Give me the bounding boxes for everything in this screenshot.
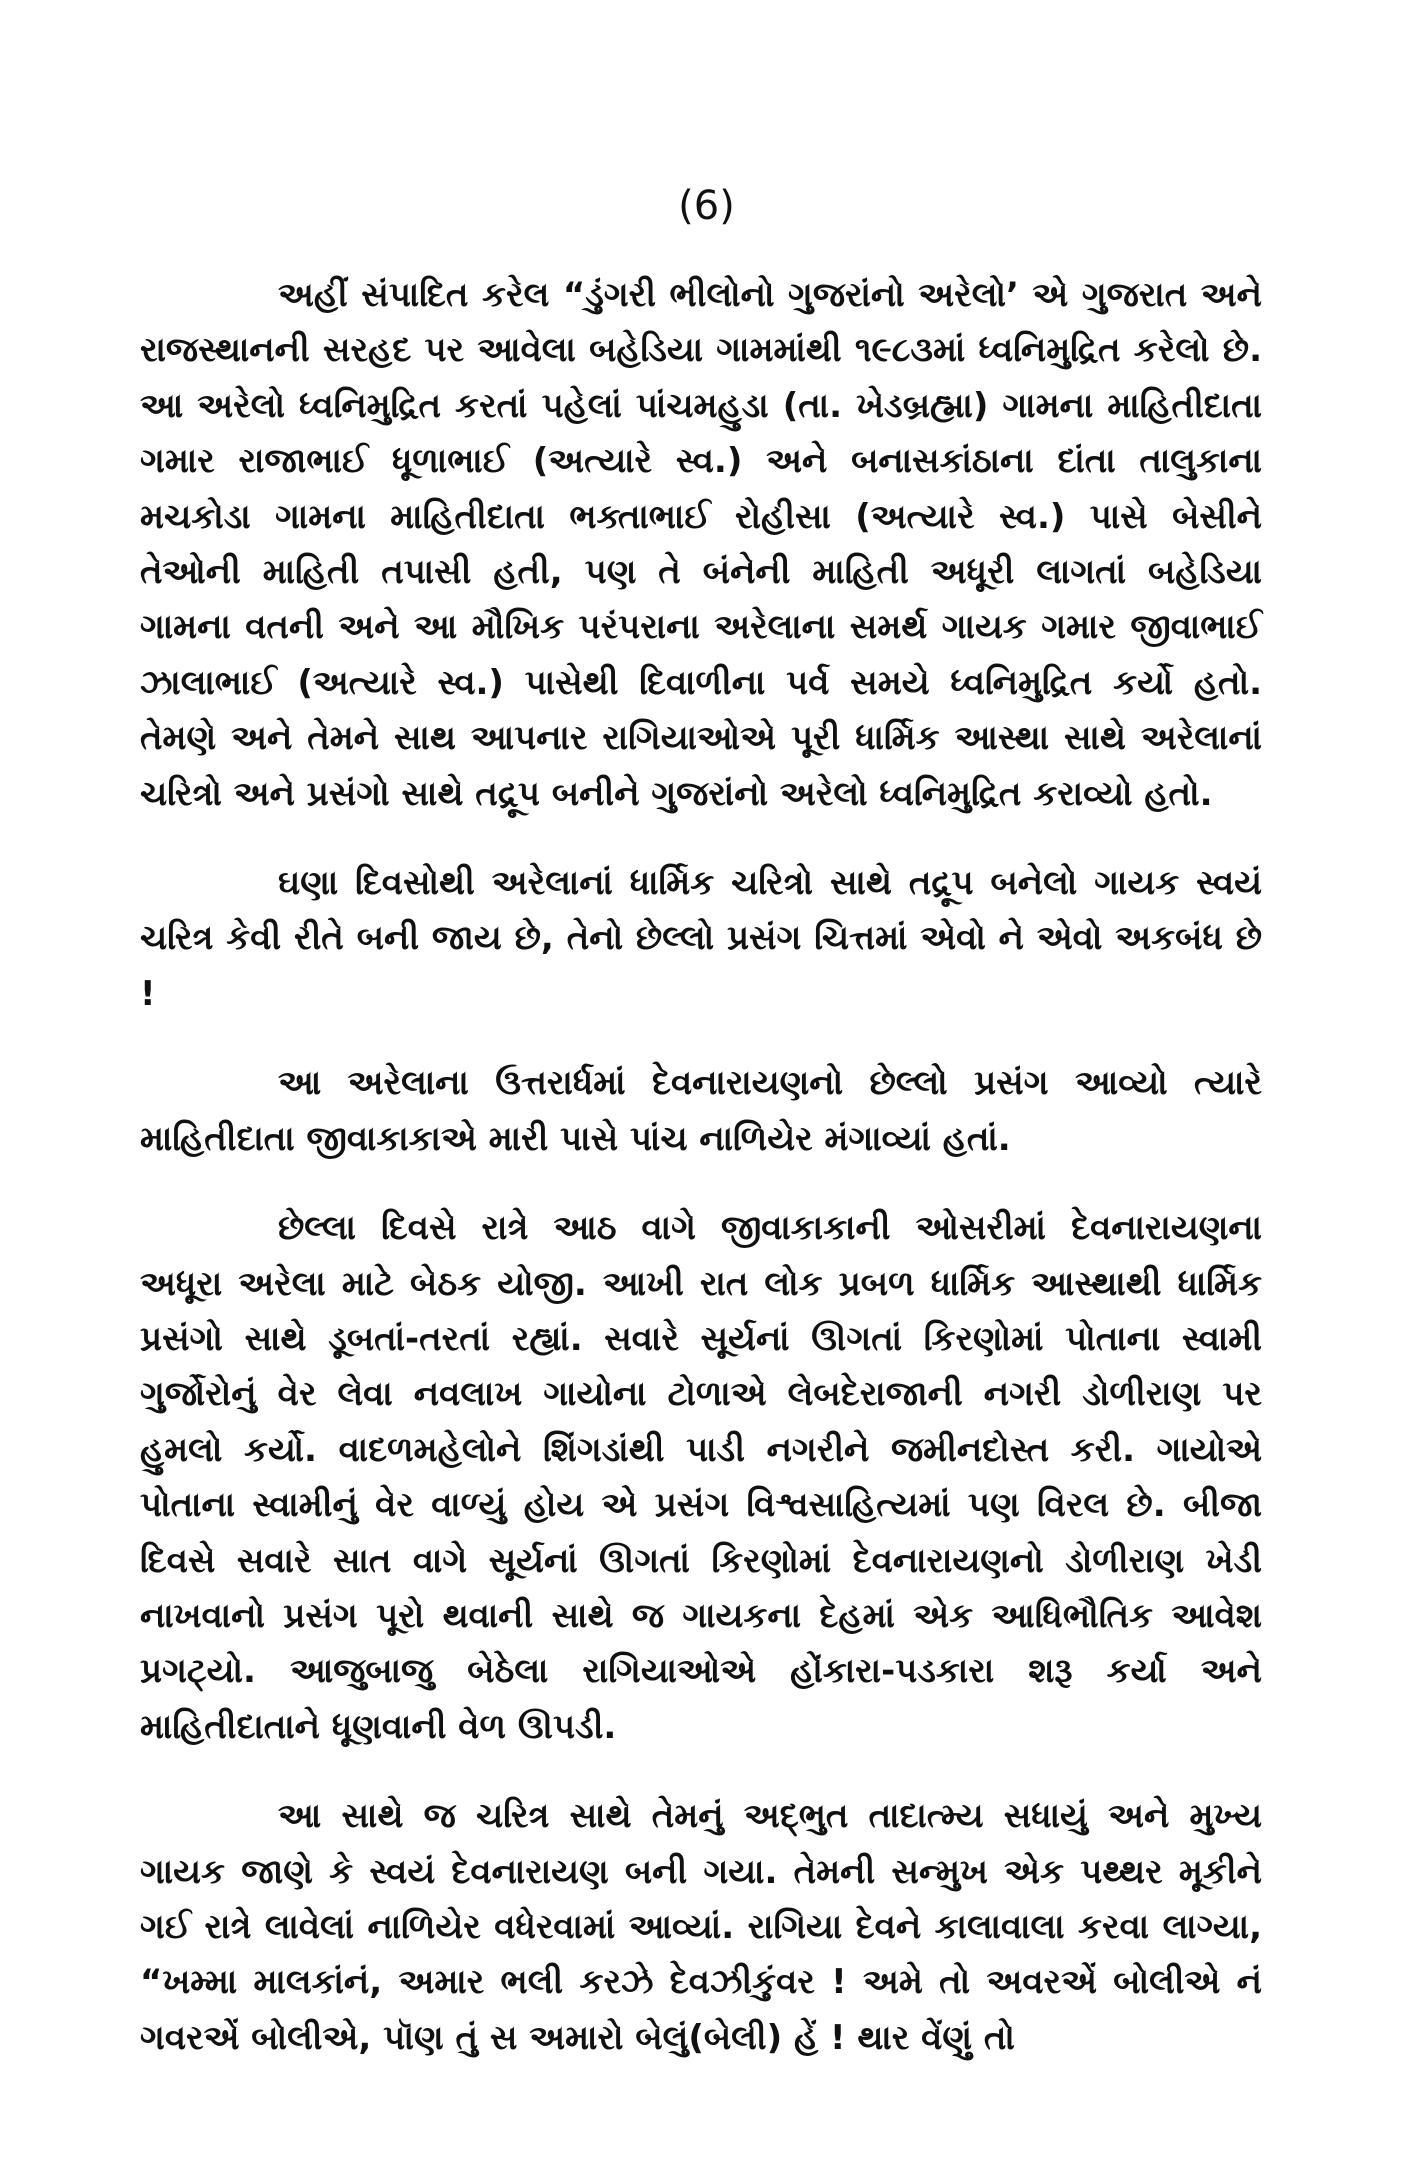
document-body	[140, 268, 1262, 2066]
paragraph-2: ઘણા દિવસોથી અરેલાનાં ધાર્મિક ચરિત્રો સાથે તદ્રૂપ બનેલો ગાયક સ્વયં ચરિત્ર કેવી રીતે બની જાય છે, તેનો છેલ્લો પ્રસંગ ચિત્તમાં એવો ને એવો અકબંધ છે !	[140, 863, 1262, 1014]
paragraph-3: આ અરેલાના ઉત્તરાર્ધમાં દેવનારાયણનો છેલ્લો પ્રસંગ આવ્યો ત્યારે માહિતીદાતા જીવાકાકાએ મારી પાસે પાંચ નાળિયેર મંગાવ્યાં હતાં.	[140, 1063, 1262, 1159]
paragraph-1: અહીં સંપાદિત કરેલ “ડુંગરી ભીલોનો ગુજરાંનો અરેલો’ એ ગુજરાત અને રાજસ્થાનની સરહદ પર આવેલા બહેડિયા ગામમાંથી ૧૯૮૩માં ધ્વનિમુદ્રિત કરેલો છે. આ અરેલો ધ્વનિમુદ્રિત કરતાં પહેલાં પાંચમહુડા (તા. ખેડબ્રહ્મા) ગામના માહિતીદાતા ગમાર રાજાભાઈ ધૂળાભાઈ (અત્યારે સ્વ.) અને બનાસકાંઠાના દાંતા તાલુકાના મચકોડા ગામના માહિતીદાતા ભક્તાભાઈ રોહીસા (અત્યારે સ્વ.) પાસે બેસીને તેઓની માહિતી તપાસી હતી, પણ તે બંનેની માહિતી અધૂરી લાગતાં બહેડિયા ગામના વતની અને આ મૌખિક પરંપરાના અરેલાના સમર્થ ગાયક ગમાર જીવાભાઈ ઝાલાભાઈ (અત્યારે સ્વ.) પાસેથી દિવાળીના પર્વ સમયે ધ્વનિમુદ્રિત કર્યો હતો. તેમણે અને તેમને સાથ આપનાર રાગિયાઓએ પૂરી ધાર્મિક આસ્થા સાથે અરેલાનાં ચરિત્રો અને પ્રસંગો સાથે તદ્રૂપ બનીને ગુજરાંનો અરેલો ધ્વનિમુદ્રિત કરાવ્યો હતો.	[140, 275, 1262, 814]
page-number: (6)	[678, 183, 735, 229]
paragraph-4: છેલ્લા દિવસે રાત્રે આઠ વાગે જીવાકાકાની ઓસરીમાં દેવનારાયણના અધૂરા અરેલા માટે બેઠક યોજી. આખી રાત લોક પ્રબળ ધાર્મિક આસ્થાથી ધાર્મિક પ્રસંગો સાથે ડૂબતાં-તરતાં રહ્યાં. સવારે સૂર્યનાં ઊગતાં કિરણોમાં પોતાના સ્વામી ગુર્જોરોનું વેર લેવા નવલાખ ગાયોના ટોળાએ લેબદેરાજાની નગરી ડોળીરાણ પર હુમલો કર્યો. વાદળમહેલોને શિંગડાંથી પાડી નગરીને જમીનદોસ્ત કરી. ગાયોએ પોતાના સ્વામીનું વેર વાળ્યું હોય એ પ્રસંગ વિશ્વસાહિત્યમાં પણ વિરલ છે. બીજા દિવસે સવારે સાત વાગે સૂર્યનાં ઊગતાં કિરણોમાં દેવનારાયણનો ડોળીરાણ ખેડી નાખવાનો પ્રસંગ પૂરો થવાની સાથે જ ગાયકના દેહમાં એક આધિભૌતિક આવેશ પ્રગટ્યો. આજુબાજુ બેઠેલા રાગિયાઓએ હોંકારા-પડકારા શરૂ કર્યા અને માહિતીદાતાને ધૂણવાની વેળ ઊપડી.	[140, 1208, 1262, 1747]
paragraph-5: આ સાથે જ ચરિત્ર સાથે તેમનું અદ્ભુત તાદાત્મ્ય સધાયું અને મુખ્ય ગાયક જાણે કે સ્વયં દેવનારાયણ બની ગયા. તેમની સન્મુખ એક પથ્થર મૂકીને ગઈ રાત્રે લાવેલાં નાળિયેર વધેરવામાં આવ્યાં. રાગિયા દેવને કાલાવાલા કરવા લાગ્યા, “ખમ્મા માલકાંનં, અમાર ભલી કરઝે દેવઝીકુંવર ! અમે તો અવરએં બોલીએ નં ગવરએં બોલીએ, પૉણ તું સ અમારો બેલું(બેલી) હેં ! થાર વેંણું તો	[140, 1796, 1262, 2058]
